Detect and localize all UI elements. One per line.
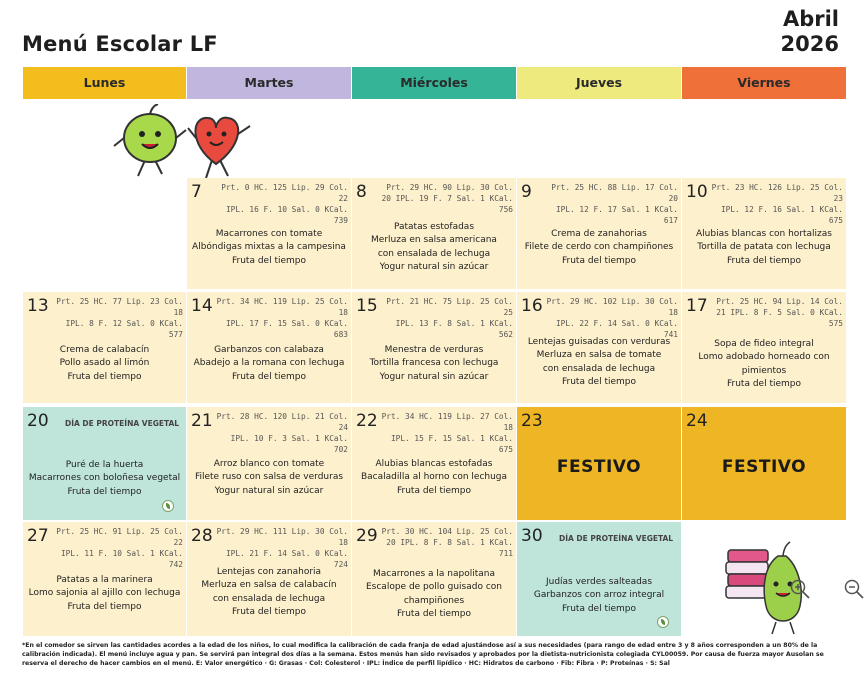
day-number: 30 [521, 526, 543, 546]
day-cell [352, 292, 516, 403]
day-cell [682, 292, 846, 403]
day-cell [187, 522, 351, 636]
meal-item: Patatas estofadas [393, 222, 475, 232]
meal-list [187, 566, 351, 619]
day-number: 17 [686, 296, 708, 316]
meal-item: Garbanzos con calabaza [214, 345, 324, 355]
nutrition-info: Prt. 30 HC. 104 Lip. 25 Col. 20 IPL. 8 F. 8 Sal. 1 KCal. 711 [381, 527, 513, 558]
meal-item: Fruta del tiempo [67, 486, 142, 497]
zoom-out-icon[interactable] [843, 578, 865, 600]
meal-item: Crema de zanahorias [551, 229, 647, 239]
meal-item: Crema de calabacín [59, 345, 150, 355]
holiday-label: FESTIVO [721, 457, 807, 477]
meal-item: Macarrones a la napolitana [372, 569, 496, 579]
meal-item: Yogur natural sin azúcar [214, 485, 324, 496]
meal-list [187, 228, 351, 268]
header-miercoles: Miércoles [352, 67, 516, 99]
day-cell [187, 178, 351, 289]
day-cell [682, 178, 846, 289]
zoom-in-icon[interactable] [789, 578, 811, 600]
day-cell [23, 522, 186, 636]
nutrition-info: Prt. 29 HC. 111 Lip. 30 Col. 18 IPL. 21 F. 14 Sal. 0 KCal. 724 [216, 527, 348, 569]
vegetable-protein-label: DÍA DE PROTEÍNA VEGETAL [65, 419, 180, 428]
meal-item: Judías verdes salteadas [545, 577, 653, 587]
nutrition-info: Prt. 25 HC. 91 Lip. 25 Col. 22 IPL. 11 F. 10 Sal. 1 KCal. 742 [56, 527, 183, 569]
apple-heart-illustration [108, 104, 268, 182]
meal-list [187, 344, 351, 384]
meal-item: Lomo sajonia al ajillo con lechuga [28, 588, 181, 599]
day-cell-holiday [517, 407, 681, 520]
meal-item: Albóndigas mixtas a la campesina [192, 242, 346, 253]
day-cell [352, 407, 516, 520]
footer-note: *En el comedor se sirven las cantidades acordes a la edad de los niños, lo cual modifica la calibración de cada franja de edad ajustándose así a sus necesidades (para rango de edad entre 3 y 8 años corresponden a un 80% de la calibración indicada). El menú incluye agua y pan. Se servirá pan integral dos días a la semana. Estos menús han sido revisados y aprobados por la dietista-nutricionista colegiada CYL00059. Por causa de fuerza mayor Ausolan se reserva el derecho de hacer cambios en el menú. E: Valor energético · G: Grasas · Col: Colesterol · IPL: Índice de perfil lipídico · HC: Hidratos de carbono · Fib: Fibra · P: Proteínas · S: Sal [22, 642, 824, 667]
meal-item: Fruta del tiempo [232, 255, 306, 266]
header-lunes: Lunes [23, 67, 186, 99]
meal-item: Merluza en salsa americana [371, 235, 497, 246]
meal-item: Lentejas con zanahoria [216, 567, 322, 577]
day-cell-vegetal [23, 407, 186, 520]
day-number: 7 [191, 182, 202, 202]
meal-item: Fruta del tiempo [232, 606, 306, 617]
day-cell [187, 292, 351, 403]
meal-item: pimientos [741, 365, 787, 376]
meal-item: Filete ruso con salsa de verduras [194, 472, 344, 483]
day-number: 22 [356, 411, 378, 431]
meal-item: Fruta del tiempo [562, 603, 636, 614]
meal-item: Merluza en salsa de tomate [536, 350, 662, 361]
meal-list [187, 458, 351, 498]
meal-item: Menestra de verduras [384, 345, 484, 355]
meal-item: Garbanzos con arroz integral [533, 590, 665, 601]
day-number: 24 [686, 411, 708, 431]
meal-list [23, 459, 186, 499]
nutrition-info: Prt. 25 HC. 94 Lip. 14 Col. 21 IPL. 8 F. 5 Sal. 0 KCal. 575 [716, 297, 843, 328]
meal-item: Bacaladilla al horno con lechuga [360, 472, 508, 483]
day-number: 13 [27, 296, 49, 316]
nutrition-info: Prt. 25 HC. 88 Lip. 17 Col. 20 IPL. 12 F. 17 Sal. 1 KCal. 617 [551, 183, 678, 225]
nutrition-info: Prt. 28 HC. 120 Lip. 21 Col. 24 IPL. 10 F. 3 Sal. 1 KCal. 702 [216, 412, 348, 454]
meal-item: Fruta del tiempo [67, 371, 142, 382]
day-number: 20 [27, 411, 49, 431]
meal-item: Pollo asado al limón [59, 358, 150, 369]
meal-list [352, 458, 516, 498]
year-label: 2026 [780, 32, 839, 56]
day-number: 10 [686, 182, 708, 202]
meal-item: Macarrones con tomate [215, 229, 323, 239]
meal-item: Macarrones con boloñesa vegetal [28, 473, 181, 484]
meal-item: Tortilla francesa con lechuga [369, 358, 499, 369]
nutrition-info: Prt. 29 HC. 90 Lip. 30 Col. 20 IPL. 19 F. 7 Sal. 1 KCal. 756 [381, 183, 513, 214]
day-number: 27 [27, 526, 49, 546]
meal-item: con ensalada de lechuga [377, 248, 491, 259]
meal-item: Sopa de fideo integral [714, 339, 814, 349]
day-number: 8 [356, 182, 367, 202]
meal-item: Escalope de pollo guisado con [365, 582, 502, 593]
leaf-icon [657, 616, 669, 628]
nutrition-info: Prt. 25 HC. 77 Lip. 23 Col. 18 IPL. 8 F. 12 Sal. 0 KCal. 577 [56, 297, 183, 339]
meal-item: Yogur natural sin azúcar [379, 371, 489, 382]
meal-list [352, 221, 516, 274]
day-number: 29 [356, 526, 378, 546]
leaf-icon [162, 500, 174, 512]
nutrition-info: Prt. 34 HC. 119 Lip. 25 Col. 18 IPL. 17 F. 15 Sal. 0 KCal. 683 [216, 297, 348, 339]
day-cell-vegetal [517, 522, 681, 636]
meal-item: Fruta del tiempo [232, 371, 306, 382]
meal-item: Lentejas guisadas con verduras [527, 337, 671, 347]
meal-item: Yogur natural sin azúcar [379, 261, 489, 272]
day-number: 23 [521, 411, 543, 431]
meal-item: con ensalada de lechuga [212, 593, 326, 604]
meal-item: con ensalada de lechuga [542, 363, 656, 374]
meal-item: Patatas a la marinera [56, 575, 153, 585]
day-number: 28 [191, 526, 213, 546]
meal-list [517, 576, 681, 616]
meal-list [682, 338, 846, 391]
nutrition-info: Prt. 23 HC. 126 Lip. 25 Col. 23 IPL. 12 F. 16 Sal. 1 KCal. 675 [711, 183, 843, 225]
month-label: Abril [782, 7, 839, 31]
day-number: 9 [521, 182, 532, 202]
meal-list [23, 574, 186, 614]
meal-item: Fruta del tiempo [727, 255, 801, 266]
meal-item: Fruta del tiempo [67, 601, 142, 612]
meal-item: Filete de cerdo con champiñones [524, 242, 674, 253]
month-year [781, 7, 839, 57]
day-cell [352, 178, 516, 289]
meal-item: Merluza en salsa de calabacín [201, 580, 337, 591]
meal-list [23, 344, 186, 384]
meal-item: Alubias blancas estofadas [375, 459, 493, 469]
day-cell-holiday [682, 407, 846, 520]
menu-title: Menú Escolar LF [22, 32, 218, 56]
meal-list [352, 344, 516, 384]
header-jueves: Jueves [517, 67, 681, 99]
day-cell [352, 522, 516, 636]
day-number: 21 [191, 411, 213, 431]
meal-item: Puré de la huerta [65, 460, 144, 470]
meal-item: Fruta del tiempo [562, 255, 636, 266]
meal-list [517, 228, 681, 268]
day-cell [23, 292, 186, 403]
holiday-label: FESTIVO [556, 457, 642, 477]
vegetable-protein-label: DÍA DE PROTEÍNA VEGETAL [559, 534, 674, 543]
header-viernes: Viernes [682, 67, 846, 99]
day-number: 16 [521, 296, 543, 316]
nutrition-info: Prt. 29 HC. 102 Lip. 30 Col. 18 IPL. 22 F. 14 Sal. 0 KCal. 741 [546, 297, 678, 339]
meal-item: Arroz blanco con tomate [213, 459, 325, 469]
meal-item: champiñones [403, 595, 465, 606]
meal-item: Fruta del tiempo [562, 376, 636, 387]
nutrition-info: Prt. 21 HC. 75 Lip. 25 Col. 25 IPL. 13 F. 8 Sal. 1 KCal. 562 [386, 297, 513, 339]
meal-item: Fruta del tiempo [397, 608, 471, 619]
day-number: 14 [191, 296, 213, 316]
day-cell [517, 292, 681, 403]
nutrition-info: Prt. 0 HC. 125 Lip. 29 Col. 22 IPL. 16 F. 10 Sal. 0 KCal. 739 [221, 183, 348, 225]
meal-item: Fruta del tiempo [397, 485, 471, 496]
meal-item: Alubias blancas con hortalizas [696, 229, 832, 239]
day-cell [517, 178, 681, 289]
meal-list [682, 228, 846, 268]
meal-item: Abadejo a la romana con lechuga [193, 358, 345, 369]
day-number: 15 [356, 296, 378, 316]
day-cell [187, 407, 351, 520]
meal-item: Tortilla de patata con lechuga [697, 242, 831, 253]
meal-item: Fruta del tiempo [727, 378, 801, 389]
meal-list [517, 336, 681, 389]
meal-item: Lomo adobado horneado con [698, 352, 830, 363]
header-martes: Martes [187, 67, 351, 99]
meal-list [352, 568, 516, 621]
nutrition-info: Prt. 34 HC. 119 Lip. 27 Col. 18 IPL. 15 F. 15 Sal. 1 KCal. 675 [381, 412, 513, 454]
